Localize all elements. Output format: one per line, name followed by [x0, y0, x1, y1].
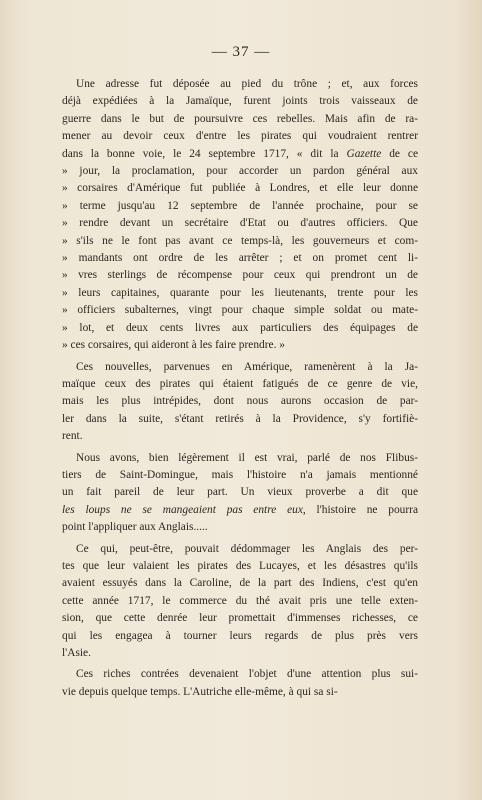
text-line: ler dans la suite, s'étant retirés à la Providence, s'y fortifiè- — [62, 412, 418, 425]
paragraph — [62, 541, 418, 663]
text-line: un fait pareil de leur part. Un vieux proverbe a dit que — [62, 486, 418, 499]
text-line: déjà expédiées à la Jamaïque, furent joints trois vaisseaux de — [62, 95, 418, 108]
paragraph — [62, 359, 418, 446]
text-line: » corsaires d'Amérique fut publiée à Londres, et elle leur donne — [62, 182, 418, 195]
text-line: » leurs capitaines, quarante pour les lieutenants, trente pour les — [62, 286, 418, 299]
text-line: vie depuis quelque temps. L'Autriche elle-même, à qui sa si- — [62, 685, 338, 698]
text-line: » terme jusqu'au 12 septembre de l'année prochaine, pour se — [62, 199, 418, 212]
text-line: » rendre devant un secrétaire d'Etat ou d'autres officiers. Que — [62, 217, 418, 230]
text-line: rent. — [62, 430, 83, 443]
text-line: » mandants ont ordre de les arrêter ; et on promet cent li- — [62, 252, 418, 265]
text-line: Ces riches contrées devenaient l'objet d'une attention plus sui- — [76, 668, 418, 681]
text-line: mais les plus intrépides, dont nous aurons occasion de par- — [62, 395, 418, 408]
text-line: » officiers subalternes, vingt pour chaque simple soldat ou mate- — [62, 304, 418, 317]
text-line: point l'appliquer aux Anglais..... — [62, 521, 208, 534]
text-line: Ces nouvelles, parvenues en Amérique, ramenèrent à la Ja- — [76, 360, 418, 373]
text-line: guerre dans le but de poursuivre ces rebelles. Mais afin de ra- — [62, 112, 418, 125]
paragraph — [62, 76, 418, 355]
text-line: Nous avons, bien légèrement il est vrai, parlé de nos Flibus- — [76, 451, 418, 464]
page-number: — 37 — — [211, 44, 271, 60]
text-line: tes que leur valaient les pirates des Lucayes, et les désastres qu'ils — [62, 559, 418, 572]
text-line: les loups ne se mangeaient pas entre eux, l'histoire ne pourra — [62, 503, 418, 516]
text-line: » ces corsaires, qui aideront à les faire prendre. » — [62, 339, 285, 352]
text-line: » lot, et deux cents livres aux particuliers des équipages de — [62, 321, 418, 334]
text-line: » jour, la proclamation, pour accorder un pardon général aux — [62, 165, 418, 178]
text-line: avaient essuyés dans la Caroline, de la part des Indiens, c'est qu'en — [62, 577, 418, 590]
text-line: sion, que cette denrée leur promettait d'immenses richesses, ce — [62, 612, 418, 625]
text-line: Ce qui, peut-être, pouvait dédommager les Anglais des per- — [76, 542, 418, 555]
text-line: dans la bonne voie, le 24 septembre 1717, « dit la Gazette de ce — [62, 147, 418, 160]
text-line: » s'ils ne le font pas avant ce temps-là, les gouverneurs et com- — [62, 234, 418, 247]
paragraph — [62, 666, 418, 701]
text-line: » vres sterlings de récompense pour ceux qui prendront un de — [62, 269, 418, 282]
text-line: Une adresse fut déposée au pied du trône ; et, aux forces — [76, 78, 418, 90]
text-line: maïque ceux des pirates qui étaient fatigués de ce genre de vie, — [62, 377, 418, 390]
text-line: qui les engagea à tourner leurs regards de plus près vers — [62, 629, 418, 642]
body-text — [62, 76, 418, 705]
text-line: mener au devoir ceux d'entre les pirates qui voudraient rentrer — [62, 130, 418, 143]
text-line: cette année 1717, le commerce du thé avait pris une telle exten- — [62, 594, 418, 607]
text-line: tiers de Saint-Domingue, mais l'histoire n'a jamais mentionné — [62, 468, 418, 481]
paragraph — [62, 450, 418, 537]
text-line: l'Asie. — [62, 647, 91, 659]
